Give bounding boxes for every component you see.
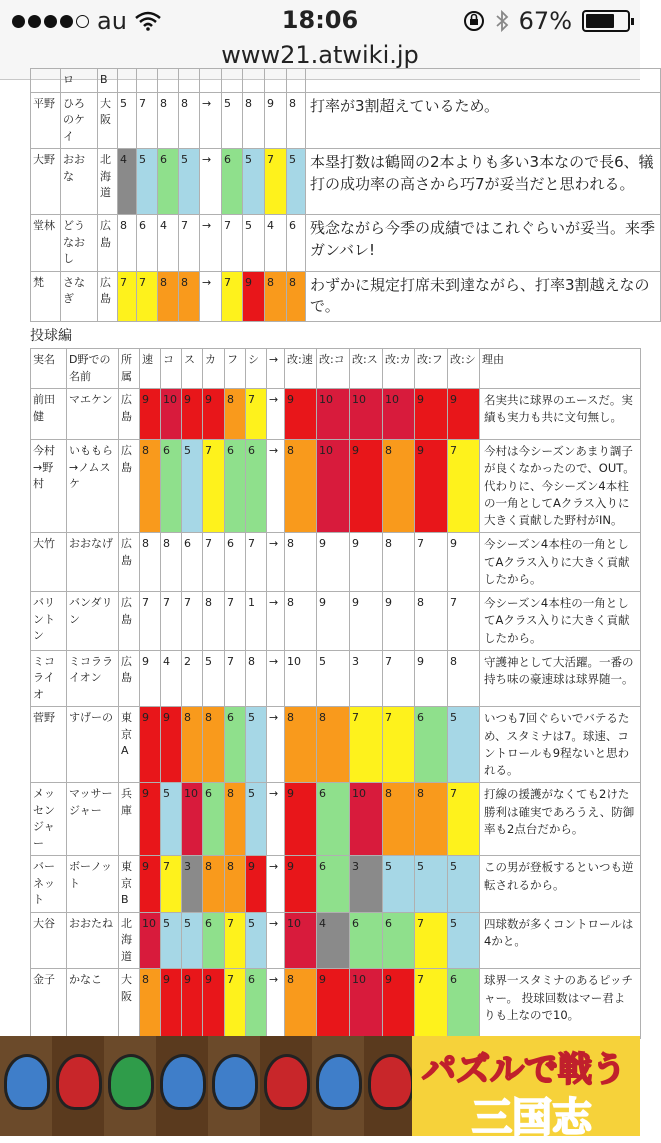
new-stat-cell: 9	[415, 389, 448, 440]
stat-cell: 7	[182, 592, 203, 651]
ad-character-tile	[156, 1036, 210, 1136]
ad-banner[interactable]	[0, 1036, 640, 1141]
character-icon	[212, 1054, 258, 1110]
new-stat-cell: 6	[383, 912, 415, 969]
stat-cell: 9	[246, 856, 267, 913]
stat-cell: 7	[161, 856, 182, 913]
stat-cell: 5	[137, 149, 158, 215]
clock: 18:06	[281, 6, 359, 34]
reason: わずかに規定打席未到達ながら、打率3割越えなので。	[306, 271, 661, 322]
stat-cell: 8	[158, 92, 179, 149]
player-name: バーネット	[31, 856, 67, 913]
player-dname: かなこ	[67, 969, 119, 1039]
table-row	[31, 215, 661, 272]
new-stat-cell: 8	[285, 533, 317, 592]
ad-subtitle: 三国志	[472, 1095, 592, 1141]
stat-cell: 7	[225, 969, 246, 1039]
table-row	[31, 969, 641, 1039]
new-stat-cell: 9	[415, 440, 448, 533]
player-dname: おおたね	[67, 912, 119, 969]
stat-cell: 8	[225, 783, 246, 856]
new-stat-cell: 5	[383, 856, 415, 913]
team: 広島	[98, 215, 118, 272]
stat-cell: 9	[140, 707, 161, 783]
column-header: シ	[246, 349, 267, 389]
new-stat-cell: 5	[448, 912, 480, 969]
stat-cell: 8	[246, 650, 267, 707]
new-stat-cell: 7	[448, 440, 480, 533]
player-dname: マッサージャー	[67, 783, 119, 856]
ad-logo[interactable]	[412, 1036, 640, 1141]
arrow: →	[200, 149, 222, 215]
stat-cell: 5	[182, 912, 203, 969]
arrow: →	[267, 389, 285, 440]
table-row	[31, 912, 641, 969]
character-icon	[56, 1054, 102, 1110]
character-icon	[264, 1054, 310, 1110]
arrow: →	[267, 440, 285, 533]
new-stat-cell: 9	[317, 592, 350, 651]
new-stat-cell: 8	[383, 440, 415, 533]
team: 広島	[119, 389, 140, 440]
new-stat-cell: 7	[350, 707, 383, 783]
new-stat-cell: 6	[350, 912, 383, 969]
column-header: フ	[225, 349, 246, 389]
ad-character-tile	[104, 1036, 158, 1136]
cut-cell: ロ	[61, 69, 98, 93]
stat-cell: 8	[203, 592, 225, 651]
reason: 今シーズン4本柱の一角としてAクラス入りに大きく貢献したから。	[480, 533, 641, 592]
stat-cell: 8	[158, 271, 179, 322]
new-stat-cell: 4	[265, 215, 287, 272]
table-row	[31, 592, 641, 651]
team: 広島	[119, 533, 140, 592]
new-stat-cell: 9	[350, 440, 383, 533]
table-row	[31, 149, 661, 215]
player-name: 菅野	[31, 707, 67, 783]
player-dname: すげーの	[67, 707, 119, 783]
new-stat-cell: 10	[383, 389, 415, 440]
column-header: →	[267, 349, 285, 389]
new-stat-cell: 10	[350, 783, 383, 856]
stat-cell: 10	[182, 783, 203, 856]
arrow: →	[267, 856, 285, 913]
new-stat-cell: 9	[243, 271, 265, 322]
stat-cell: 6	[246, 440, 267, 533]
ad-character-tile	[364, 1036, 418, 1136]
player-name: 大野	[31, 149, 61, 215]
new-stat-cell: 5	[243, 149, 265, 215]
table-row	[31, 440, 641, 533]
status-bar	[0, 0, 640, 40]
table-row	[31, 856, 641, 913]
arrow: →	[267, 783, 285, 856]
team: 大阪	[119, 969, 140, 1039]
reason: いつも7回ぐらいでバテるため、スタミナは7。球速、コントロールも9程ないと思われる。	[480, 707, 641, 783]
reason: 本塁打数は鶴岡の2本よりも多い3本なので長6、犠打の成功率の高さから巧7が妥当だと思われる。	[306, 149, 661, 215]
player-name: 大竹	[31, 533, 67, 592]
new-stat-cell: 9	[383, 969, 415, 1039]
new-stat-cell: 10	[317, 440, 350, 533]
new-stat-cell: 5	[317, 650, 350, 707]
stat-cell: 5	[246, 707, 267, 783]
stat-cell: 7	[179, 215, 200, 272]
stat-cell: 7	[246, 533, 267, 592]
bluetooth-icon	[495, 10, 509, 32]
new-stat-cell: 7	[222, 215, 243, 272]
stat-cell: 8	[179, 271, 200, 322]
column-header: 実名	[31, 349, 67, 389]
column-header: 理由	[480, 349, 641, 389]
new-stat-cell: 8	[243, 92, 265, 149]
battery-icon	[582, 10, 630, 32]
stat-cell: 4	[158, 215, 179, 272]
arrow: →	[267, 592, 285, 651]
new-stat-cell: 9	[350, 533, 383, 592]
rotation-lock-icon	[463, 10, 485, 32]
player-name: 梵	[31, 271, 61, 322]
reason: 守護神として大活躍。一番の持ち味の豪速球は球界随一。	[480, 650, 641, 707]
new-stat-cell: 10	[285, 912, 317, 969]
stat-cell: 8	[203, 707, 225, 783]
arrow: →	[267, 533, 285, 592]
batting-table	[30, 68, 661, 322]
column-header: ス	[182, 349, 203, 389]
new-stat-cell: 6	[448, 969, 480, 1039]
character-icon	[4, 1054, 50, 1110]
stat-cell: 7	[118, 271, 137, 322]
table-row	[31, 533, 641, 592]
stat-cell: 7	[140, 592, 161, 651]
new-stat-cell: 9	[285, 389, 317, 440]
stat-cell: 8	[161, 533, 182, 592]
url-text[interactable]: www21.atwiki.jp	[221, 41, 419, 69]
new-stat-cell: 7	[448, 783, 480, 856]
stat-cell: 8	[140, 440, 161, 533]
stat-cell: 6	[158, 149, 179, 215]
team: 広島	[119, 650, 140, 707]
team: 北海道	[98, 149, 118, 215]
new-stat-cell: 7	[415, 969, 448, 1039]
new-stat-cell: 7	[415, 533, 448, 592]
column-header: コ	[161, 349, 182, 389]
table-row	[31, 783, 641, 856]
new-stat-cell: 6	[222, 149, 243, 215]
new-stat-cell: 8	[265, 271, 287, 322]
stat-cell: 10	[161, 389, 182, 440]
column-header: 改:シ	[448, 349, 480, 389]
stat-cell: 7	[137, 92, 158, 149]
reason: 四球数が多くコントロールは4かと。	[480, 912, 641, 969]
new-stat-cell: 8	[287, 271, 306, 322]
new-stat-cell: 7	[448, 592, 480, 651]
new-stat-cell: 9	[285, 856, 317, 913]
stat-cell: 8	[179, 92, 200, 149]
player-dname: ミコラライオン	[67, 650, 119, 707]
stat-cell: 8	[118, 215, 137, 272]
stat-cell: 9	[140, 389, 161, 440]
ad-character-tile	[52, 1036, 106, 1136]
new-stat-cell: 8	[383, 783, 415, 856]
new-stat-cell: 7	[415, 912, 448, 969]
new-stat-cell: 10	[350, 969, 383, 1039]
stat-cell: 5	[182, 440, 203, 533]
stat-cell: 10	[140, 912, 161, 969]
stat-cell: 7	[225, 592, 246, 651]
stat-cell: 6	[161, 440, 182, 533]
new-stat-cell: 10	[350, 389, 383, 440]
arrow: →	[267, 650, 285, 707]
new-stat-cell: 5	[448, 856, 480, 913]
player-dname: おおなげ	[67, 533, 119, 592]
column-header: 改:速	[285, 349, 317, 389]
arrow: →	[267, 912, 285, 969]
player-name: 平野	[31, 92, 61, 149]
team: 東京B	[119, 856, 140, 913]
player-name: バリントン	[31, 592, 67, 651]
new-stat-cell: 9	[265, 92, 287, 149]
stat-cell: 9	[182, 969, 203, 1039]
new-stat-cell: 9	[448, 533, 480, 592]
new-stat-cell: 8	[285, 440, 317, 533]
player-name: 前田健	[31, 389, 67, 440]
character-icon	[316, 1054, 362, 1110]
stat-cell: 9	[140, 856, 161, 913]
player-dname: おおな	[61, 149, 98, 215]
new-stat-cell: 8	[285, 707, 317, 783]
new-stat-cell: 9	[285, 783, 317, 856]
new-stat-cell: 10	[317, 389, 350, 440]
column-header: 改:フ	[415, 349, 448, 389]
new-stat-cell: 8	[287, 92, 306, 149]
stat-cell: 9	[182, 389, 203, 440]
player-name: ミコライオ	[31, 650, 67, 707]
new-stat-cell: 6	[317, 783, 350, 856]
team: 兵庫	[119, 783, 140, 856]
new-stat-cell: 8	[415, 783, 448, 856]
new-stat-cell: 3	[350, 856, 383, 913]
player-dname: どうなおし	[61, 215, 98, 272]
stat-cell: 5	[246, 783, 267, 856]
stat-cell: 7	[203, 533, 225, 592]
stat-cell: 9	[203, 389, 225, 440]
stat-cell: 8	[225, 389, 246, 440]
stat-cell: 7	[137, 271, 158, 322]
team: 北海道	[119, 912, 140, 969]
new-stat-cell: 9	[350, 592, 383, 651]
arrow: →	[200, 92, 222, 149]
stat-cell: 5	[118, 92, 137, 149]
new-stat-cell: 9	[383, 592, 415, 651]
stat-cell: 6	[137, 215, 158, 272]
stat-cell: 7	[225, 650, 246, 707]
reason: 名実共に球界のエースだ。実績も実力も共に文句無し。	[480, 389, 641, 440]
new-stat-cell: 6	[317, 856, 350, 913]
table-row	[31, 69, 661, 93]
new-stat-cell: 3	[350, 650, 383, 707]
cut-cell: B	[98, 69, 118, 93]
column-header: 改:カ	[383, 349, 415, 389]
new-stat-cell: 7	[383, 650, 415, 707]
new-stat-cell: 8	[317, 707, 350, 783]
character-icon	[160, 1054, 206, 1110]
reason: この男が登板するといつも逆転されるから。	[480, 856, 641, 913]
player-dname: さなぎ	[61, 271, 98, 322]
stat-cell: 9	[140, 650, 161, 707]
ad-character-tile	[312, 1036, 366, 1136]
team: 大阪	[98, 92, 118, 149]
column-header: 改:コ	[317, 349, 350, 389]
stat-cell: 6	[203, 783, 225, 856]
character-icon	[108, 1054, 154, 1110]
player-name: 金子	[31, 969, 67, 1039]
column-header: 所属	[119, 349, 140, 389]
reason: 打線の援護がなくても2けた勝利は確実であろうえ、防御率も2点台だから。	[480, 783, 641, 856]
ad-character-tile	[260, 1036, 314, 1136]
stat-cell: 6	[203, 912, 225, 969]
column-header: D野での名前	[67, 349, 119, 389]
stat-cell: 8	[225, 856, 246, 913]
column-header: カ	[203, 349, 225, 389]
reason: 残念ながら今季の成績ではこれぐらいが妥当。来季ガンバレ!	[306, 215, 661, 272]
ad-title: パズルで戦う	[422, 1050, 626, 1090]
stat-cell: 4	[118, 149, 137, 215]
reason: 今村は今シーズンあまり調子が良くなかったので、OUT。代わりに、今シーズン4本柱の一角としてAクラス入りに大きく貢献した野村がIN。	[480, 440, 641, 533]
table-row	[31, 92, 661, 149]
new-stat-cell: 5	[243, 215, 265, 272]
player-name: 堂林	[31, 215, 61, 272]
stat-cell: 6	[225, 707, 246, 783]
stat-cell: 6	[246, 969, 267, 1039]
new-stat-cell: 4	[317, 912, 350, 969]
table-row	[31, 707, 641, 783]
stat-cell: 5	[246, 912, 267, 969]
new-stat-cell: 6	[287, 215, 306, 272]
battery-percent: 67%	[518, 7, 572, 35]
player-name: 大谷	[31, 912, 67, 969]
new-stat-cell: 9	[317, 969, 350, 1039]
stat-cell: 7	[203, 440, 225, 533]
reason: 打率が3割超えているため。	[306, 92, 661, 149]
stat-cell: 7	[225, 912, 246, 969]
new-stat-cell: 5	[287, 149, 306, 215]
new-stat-cell: 9	[415, 650, 448, 707]
column-header: 改:ス	[350, 349, 383, 389]
player-dname: ボーノット	[67, 856, 119, 913]
arrow: →	[200, 271, 222, 322]
stat-cell: 5	[203, 650, 225, 707]
table-row	[31, 271, 661, 322]
stat-cell: 8	[140, 533, 161, 592]
new-stat-cell: 7	[265, 149, 287, 215]
pitching-heading: 投球編	[30, 328, 72, 344]
arrow: →	[267, 969, 285, 1039]
stat-cell: 7	[246, 389, 267, 440]
new-stat-cell: 8	[383, 533, 415, 592]
stat-cell: 8	[140, 969, 161, 1039]
new-stat-cell: 5	[448, 707, 480, 783]
stat-cell: 7	[161, 592, 182, 651]
new-stat-cell: 9	[448, 389, 480, 440]
new-stat-cell: 8	[285, 969, 317, 1039]
carrier-label: au	[97, 7, 127, 35]
page-content[interactable]	[0, 73, 656, 1036]
stat-cell: 5	[161, 783, 182, 856]
player-dname: バンダリン	[67, 592, 119, 651]
team: 広島	[119, 592, 140, 651]
team: 広島	[98, 271, 118, 322]
pitching-table	[30, 348, 641, 1039]
ad-character-tile	[208, 1036, 262, 1136]
team: 東京A	[119, 707, 140, 783]
stat-cell: 9	[203, 969, 225, 1039]
arrow: →	[200, 215, 222, 272]
new-stat-cell: 6	[415, 707, 448, 783]
character-icon	[368, 1054, 414, 1110]
player-name: メッセンジャー	[31, 783, 67, 856]
new-stat-cell: 7	[222, 271, 243, 322]
player-dname: マエケン	[67, 389, 119, 440]
stat-cell: 8	[203, 856, 225, 913]
team: 広島	[119, 440, 140, 533]
table-row	[31, 389, 641, 440]
player-dname: ひろのケイ	[61, 92, 98, 149]
stat-cell: 5	[179, 149, 200, 215]
ad-character-tile	[0, 1036, 54, 1136]
player-dname: いももら→ノムスケ	[67, 440, 119, 533]
stat-cell: 6	[182, 533, 203, 592]
new-stat-cell: 5	[222, 92, 243, 149]
column-header: 速	[140, 349, 161, 389]
stat-cell: 2	[182, 650, 203, 707]
stat-cell: 5	[161, 912, 182, 969]
stat-cell: 4	[161, 650, 182, 707]
new-stat-cell: 8	[448, 650, 480, 707]
stat-cell: 6	[225, 533, 246, 592]
stat-cell: 9	[161, 969, 182, 1039]
new-stat-cell: 9	[317, 533, 350, 592]
new-stat-cell: 5	[415, 856, 448, 913]
new-stat-cell: 10	[285, 650, 317, 707]
stat-cell: 8	[182, 707, 203, 783]
new-stat-cell: 8	[285, 592, 317, 651]
player-name: 今村→野村	[31, 440, 67, 533]
stat-cell: 1	[246, 592, 267, 651]
stat-cell: 9	[161, 707, 182, 783]
reason: 球界一スタミナのあるピッチャー。 投球回数はマー君よりも上なので10。	[480, 969, 641, 1039]
stat-cell: 9	[140, 783, 161, 856]
new-stat-cell: 7	[383, 707, 415, 783]
arrow: →	[267, 707, 285, 783]
stat-cell: 6	[225, 440, 246, 533]
table-row	[31, 650, 641, 707]
stat-cell: 3	[182, 856, 203, 913]
header-row	[31, 349, 641, 389]
new-stat-cell: 8	[415, 592, 448, 651]
reason: 今シーズン4本柱の一角としてAクラス入りに大きく貢献したから。	[480, 592, 641, 651]
